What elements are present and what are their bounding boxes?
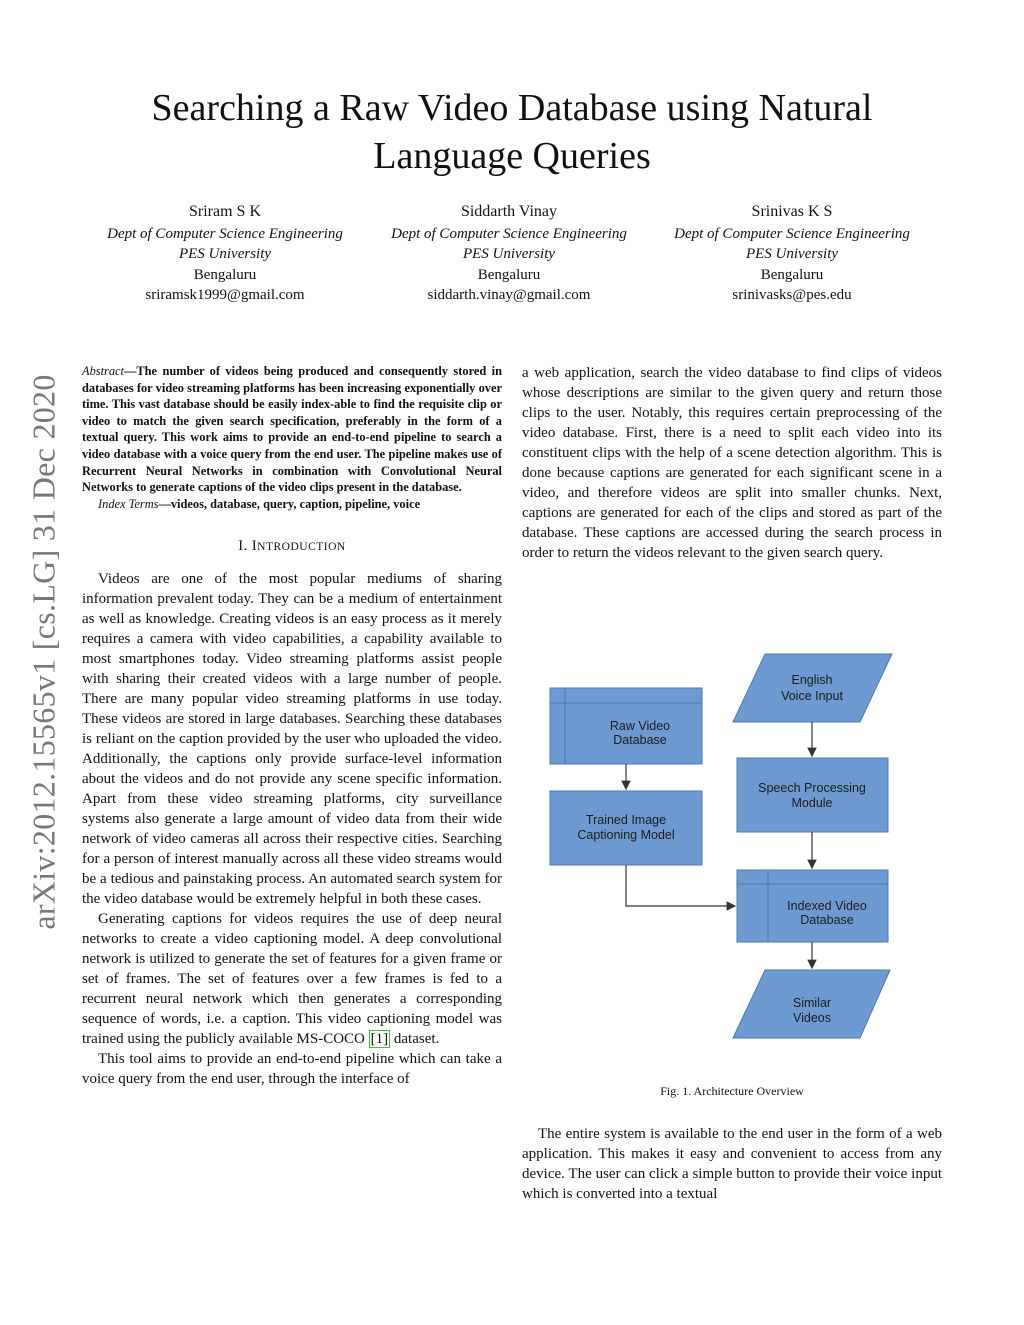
raw-database-label: Database [613,733,667,747]
module-label: Module [791,796,833,810]
author-name: Sriram S K [189,203,261,220]
abstract [82,363,502,496]
right-paragraph-1: a web application, search the video database to find clips of videos whose descriptions are similar to the given query and return those clips to the user. Notably, this requires certain preprocessing of the video database. First, there is a need to split each video into its constituent clips with the help of a scene detection algorithm. This is done because captions are generated for each significant scene in a video, and therefore videos are split into smaller chunks. Next, captions are generated for each of the clips and stored as part of the database. These captions are accessed during the search process in order to return the videos relevant to the given search query. [522,365,942,561]
english-voice-input-shape [733,654,892,722]
intro-paragraph-1: Videos are one of the most popular mediums of sharing information prevalent today. They can be a medium of entertainment as well as knowledge. Creating videos is an easy process as it merely requires a camera with video capabilities, a capability available to most smartphones today. Video streaming platforms assist people with sharing their created videos with a large number of people. There are many popular video streaming platforms in use today. These videos are stored in large databases. Searching these databases is reliant on the caption provided by the user who uploaded the video. Additionally, the captions only provide surface-level information about the videos and do not provide any scene specific information. Apart from these video streaming platforms, city surveillance systems also generate a large amount of video data from their wide network of video cameras all across their respective cities. Searching for a person of interest manually across all these video streams would be a tedious and painstaking process. An automated search system for the video database would be extremely helpful in both these cases. [82,571,502,908]
title-line-1: Searching a Raw Video Database using Natural [151,87,873,129]
voice-input-label: Voice Input [781,689,843,703]
author-dept: Dept of Computer Science Engineering [107,225,343,242]
author-block-2 [359,202,659,306]
title-line-2: Language Queries [373,135,651,177]
similar-label: Similar [792,996,832,1010]
right-column-lower [522,1124,942,1204]
author-univ: PES University [745,246,839,262]
speech-processing-shape [737,758,888,832]
captioning-model-label: Captioning Model [577,828,675,842]
abstract-label: Abstract [82,364,124,378]
intro-paragraph-3: This tool aims to provide an end-to-end pipeline which can take a voice query from the end user, through the interface of [82,1051,502,1088]
author-univ: PES University [462,246,556,262]
intro-p2-text: Generating captions for videos requires the use of deep neural networks to create a video captioning model. A deep convolutional network is utilized to generate the set of features for a given frame or set of frames. The set of features over a few frames is fed to a recurrent neural network which then generates a corresponding sequence of words, i.e. a caption. This video captioning model was trained using the publicly available MS-COCO [82,911,502,1048]
section-title: NTRODUCTION [257,541,346,554]
english-label: English [791,673,833,687]
paper-title [90,84,934,180]
trained-image-label: Trained Image [585,813,667,827]
citation-link[interactable]: [1] [370,1031,389,1048]
author-city: Bengaluru [760,266,824,283]
author-city: Bengaluru [193,266,257,283]
intro-p2-end: dataset. [390,1031,440,1048]
author-block-1 [75,202,375,306]
arxiv-identifier: arXiv:2012.15565v1 [cs.LG] 31 Dec 2020 [25,374,62,930]
videos-label: Videos [793,1011,831,1025]
section-numeral: I. I [238,538,258,555]
right-column [522,363,942,563]
architecture-diagram [540,648,910,1048]
right-paragraph-2: The entire system is available to the end user in the form of a web application. This makes it easy and convenient to access from any device. The user can click a simple button to provide their voice input which is converted into a textual [522,1126,942,1202]
left-column [82,363,502,1089]
raw-video-label: Raw Video [609,719,671,733]
intro-paragraph-2 [82,909,502,1049]
author-univ: PES University [178,246,272,262]
index-terms-text: —videos, database, query, caption, pipeline, voice [158,496,421,511]
author-city: Bengaluru [477,266,541,283]
index-terms [82,496,502,513]
author-email[interactable]: siddarth.vinay@gmail.com [427,287,591,303]
author-name: Srinivas K S [751,203,833,220]
indexed-database-label: Database [800,913,854,927]
figure-caption: Fig. 1. Architecture Overview [660,1084,804,1098]
author-dept: Dept of Computer Science Engineering [674,225,910,242]
author-email[interactable]: sriramsk1999@gmail.com [145,287,305,303]
arrow-trained-to-indexed [626,865,735,906]
author-name: Siddarth Vinay [460,203,558,220]
indexed-video-label: Indexed Video [787,899,867,913]
author-email[interactable]: srinivasks@pes.edu [732,287,852,303]
section-heading-introduction [82,536,502,557]
author-block-3 [642,202,942,306]
abstract-text: —The number of videos being produced and consequently stored in databases for video streaming platforms has been increasing exponentially over time. This vast database should be easily index-able to find the requisite clip or video to match the given search specification, preferably in the form of a textual query. This work aims to provide an end-to-end pipeline to search a video database with a voice query from the end user. The pipeline makes use of Recurrent Neural Networks in combination with Convolutional Neural Networks to generate captions of the video clips present in the database. [82,364,502,495]
index-terms-label: Index Terms [98,496,159,511]
speech-label: Speech Processing [758,781,866,795]
author-dept: Dept of Computer Science Engineering [391,225,627,242]
